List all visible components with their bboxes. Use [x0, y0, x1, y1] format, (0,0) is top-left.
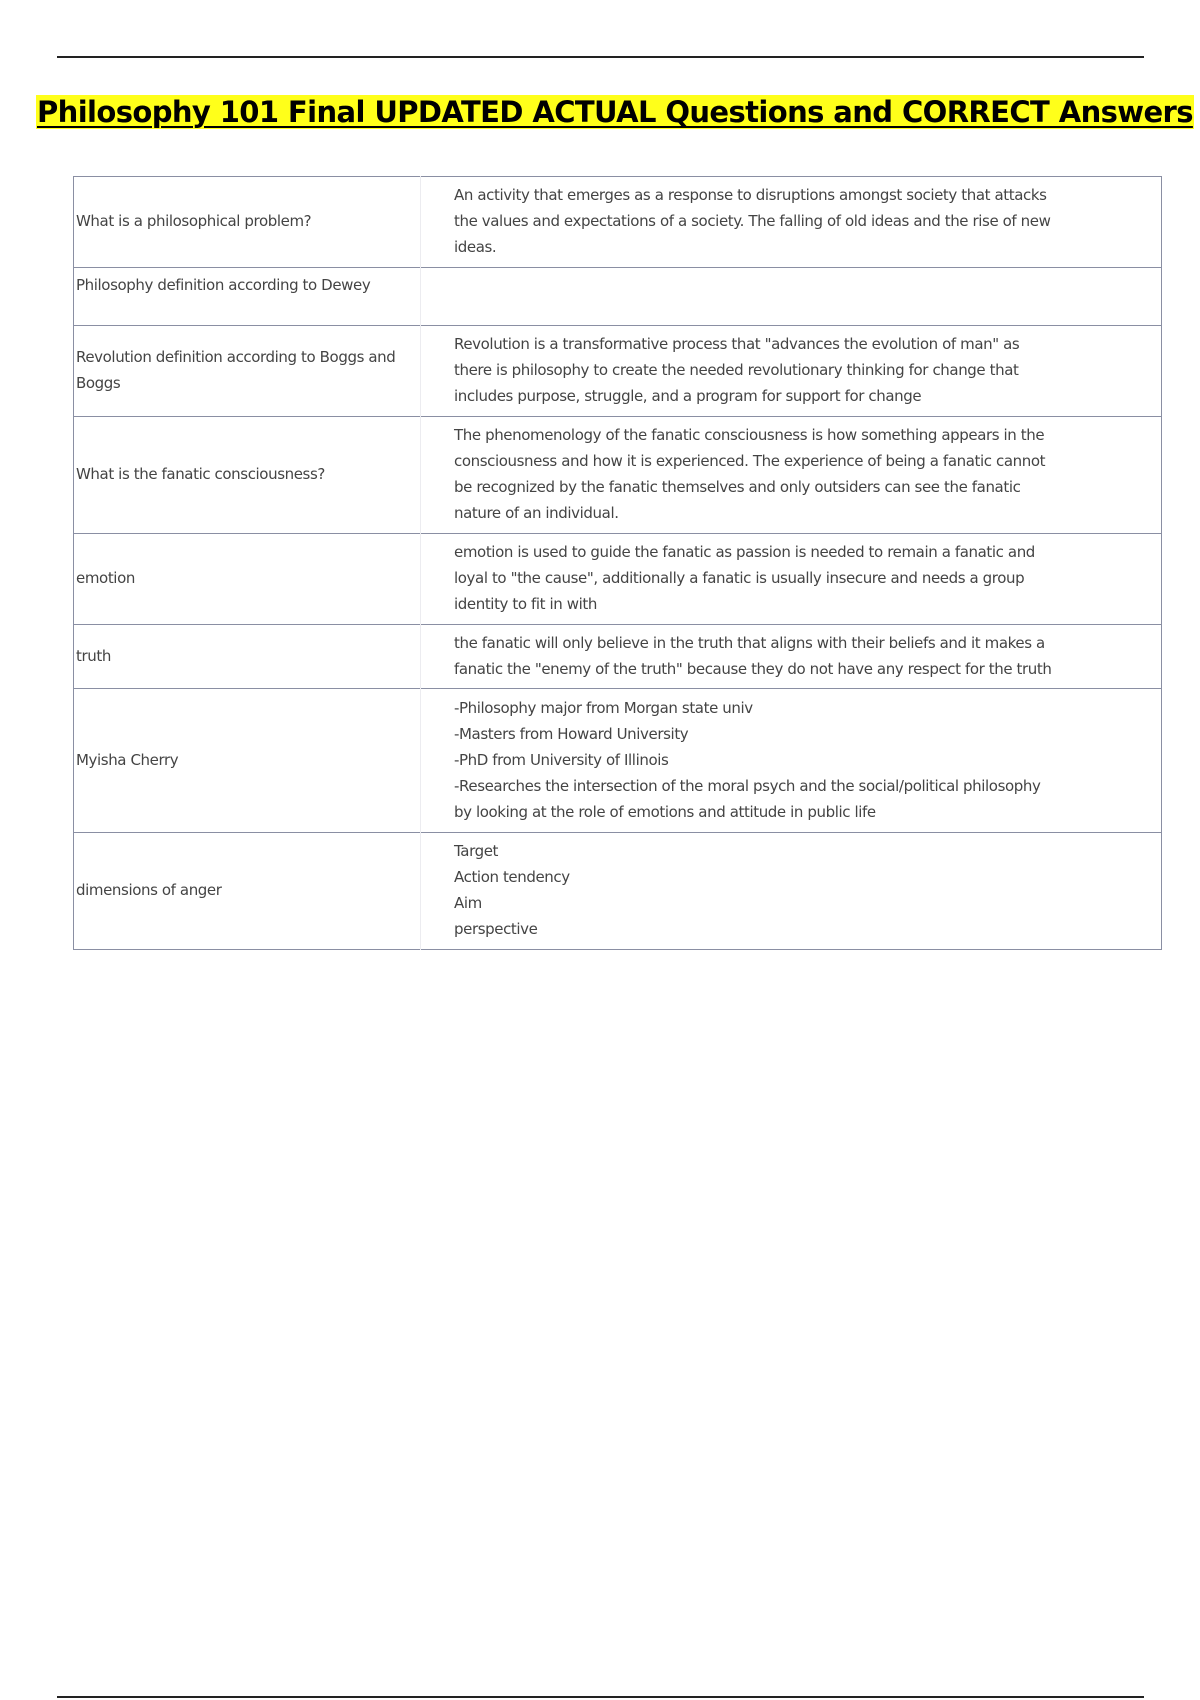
table-row [74, 625, 1162, 689]
definition-line: -PhD from University of Illinois [454, 750, 669, 769]
term-cell: What is the fanatic consciousness? [74, 417, 421, 534]
table-row [74, 268, 1162, 326]
table-row [74, 833, 1162, 950]
definition-cell [421, 689, 1162, 833]
table-row [74, 417, 1162, 534]
definition-line: -Philosophy major from Morgan state univ [454, 698, 753, 717]
definition-cell [421, 833, 1162, 950]
page-title [36, 92, 1194, 132]
definition-cell: An activity that emerges as a response to disruptions amongst society that attacks the values and expectations of a society. The falling of old ideas and the rise of new ideas. [454, 186, 1051, 256]
term-cell: Myisha Cherry [74, 689, 421, 833]
table-row [74, 326, 1162, 417]
term-cell: Philosophy definition according to Dewey [74, 268, 421, 326]
definition-line: Target [454, 842, 499, 860]
definition-line: -Researches the intersection of the moral psych and the social/political philosophy by looking at the role of emotions and attitude in public life [454, 776, 1041, 821]
footer-rule [57, 1696, 1144, 1698]
qa-table [73, 176, 1162, 950]
definition-line: perspective [454, 920, 538, 938]
definition-cell [421, 268, 1162, 326]
definition-cell: emotion is used to guide the fanatic as passion is needed to remain a fanatic and loyal to "the cause", additionally a fanatic is usually insecure and needs a group identity to fit in with [454, 543, 1035, 613]
definition-cell: The phenomenology of the fanatic consciousness is how something appears in the consciousness and how it is experienced. The experience of being a fanatic cannot be recognized by the fanatic themselves and only outsiders can see the fanatic nature of an individual. [454, 426, 1046, 522]
definition-line: Aim [454, 894, 482, 912]
definition-line: Action tendency [454, 868, 570, 886]
term-cell: truth [74, 625, 421, 689]
term-cell: emotion [74, 534, 421, 625]
term-cell: Revolution definition according to Boggs and Boggs [74, 326, 421, 417]
header-rule [57, 56, 1144, 58]
table-row [74, 689, 1162, 833]
definition-line: -Masters from Howard University [454, 724, 689, 743]
table-row [74, 177, 1162, 268]
table-row [74, 534, 1162, 625]
definition-cell: Revolution is a transformative process that "advances the evolution of man" as there is philosophy to create the needed revolutionary thinking for change that includes purpose, struggle, and a program for support for change [454, 335, 1020, 405]
term-cell: dimensions of anger [74, 833, 421, 950]
definition-cell: the fanatic will only believe in the truth that aligns with their beliefs and it makes a fanatic the "enemy of the truth" because they do not have any respect for the truth [454, 633, 1052, 678]
term-cell: What is a philosophical problem? [74, 177, 421, 268]
page-title-text: Philosophy 101 Final UPDATED ACTUAL Questions and CORRECT Answers [37, 95, 1193, 129]
